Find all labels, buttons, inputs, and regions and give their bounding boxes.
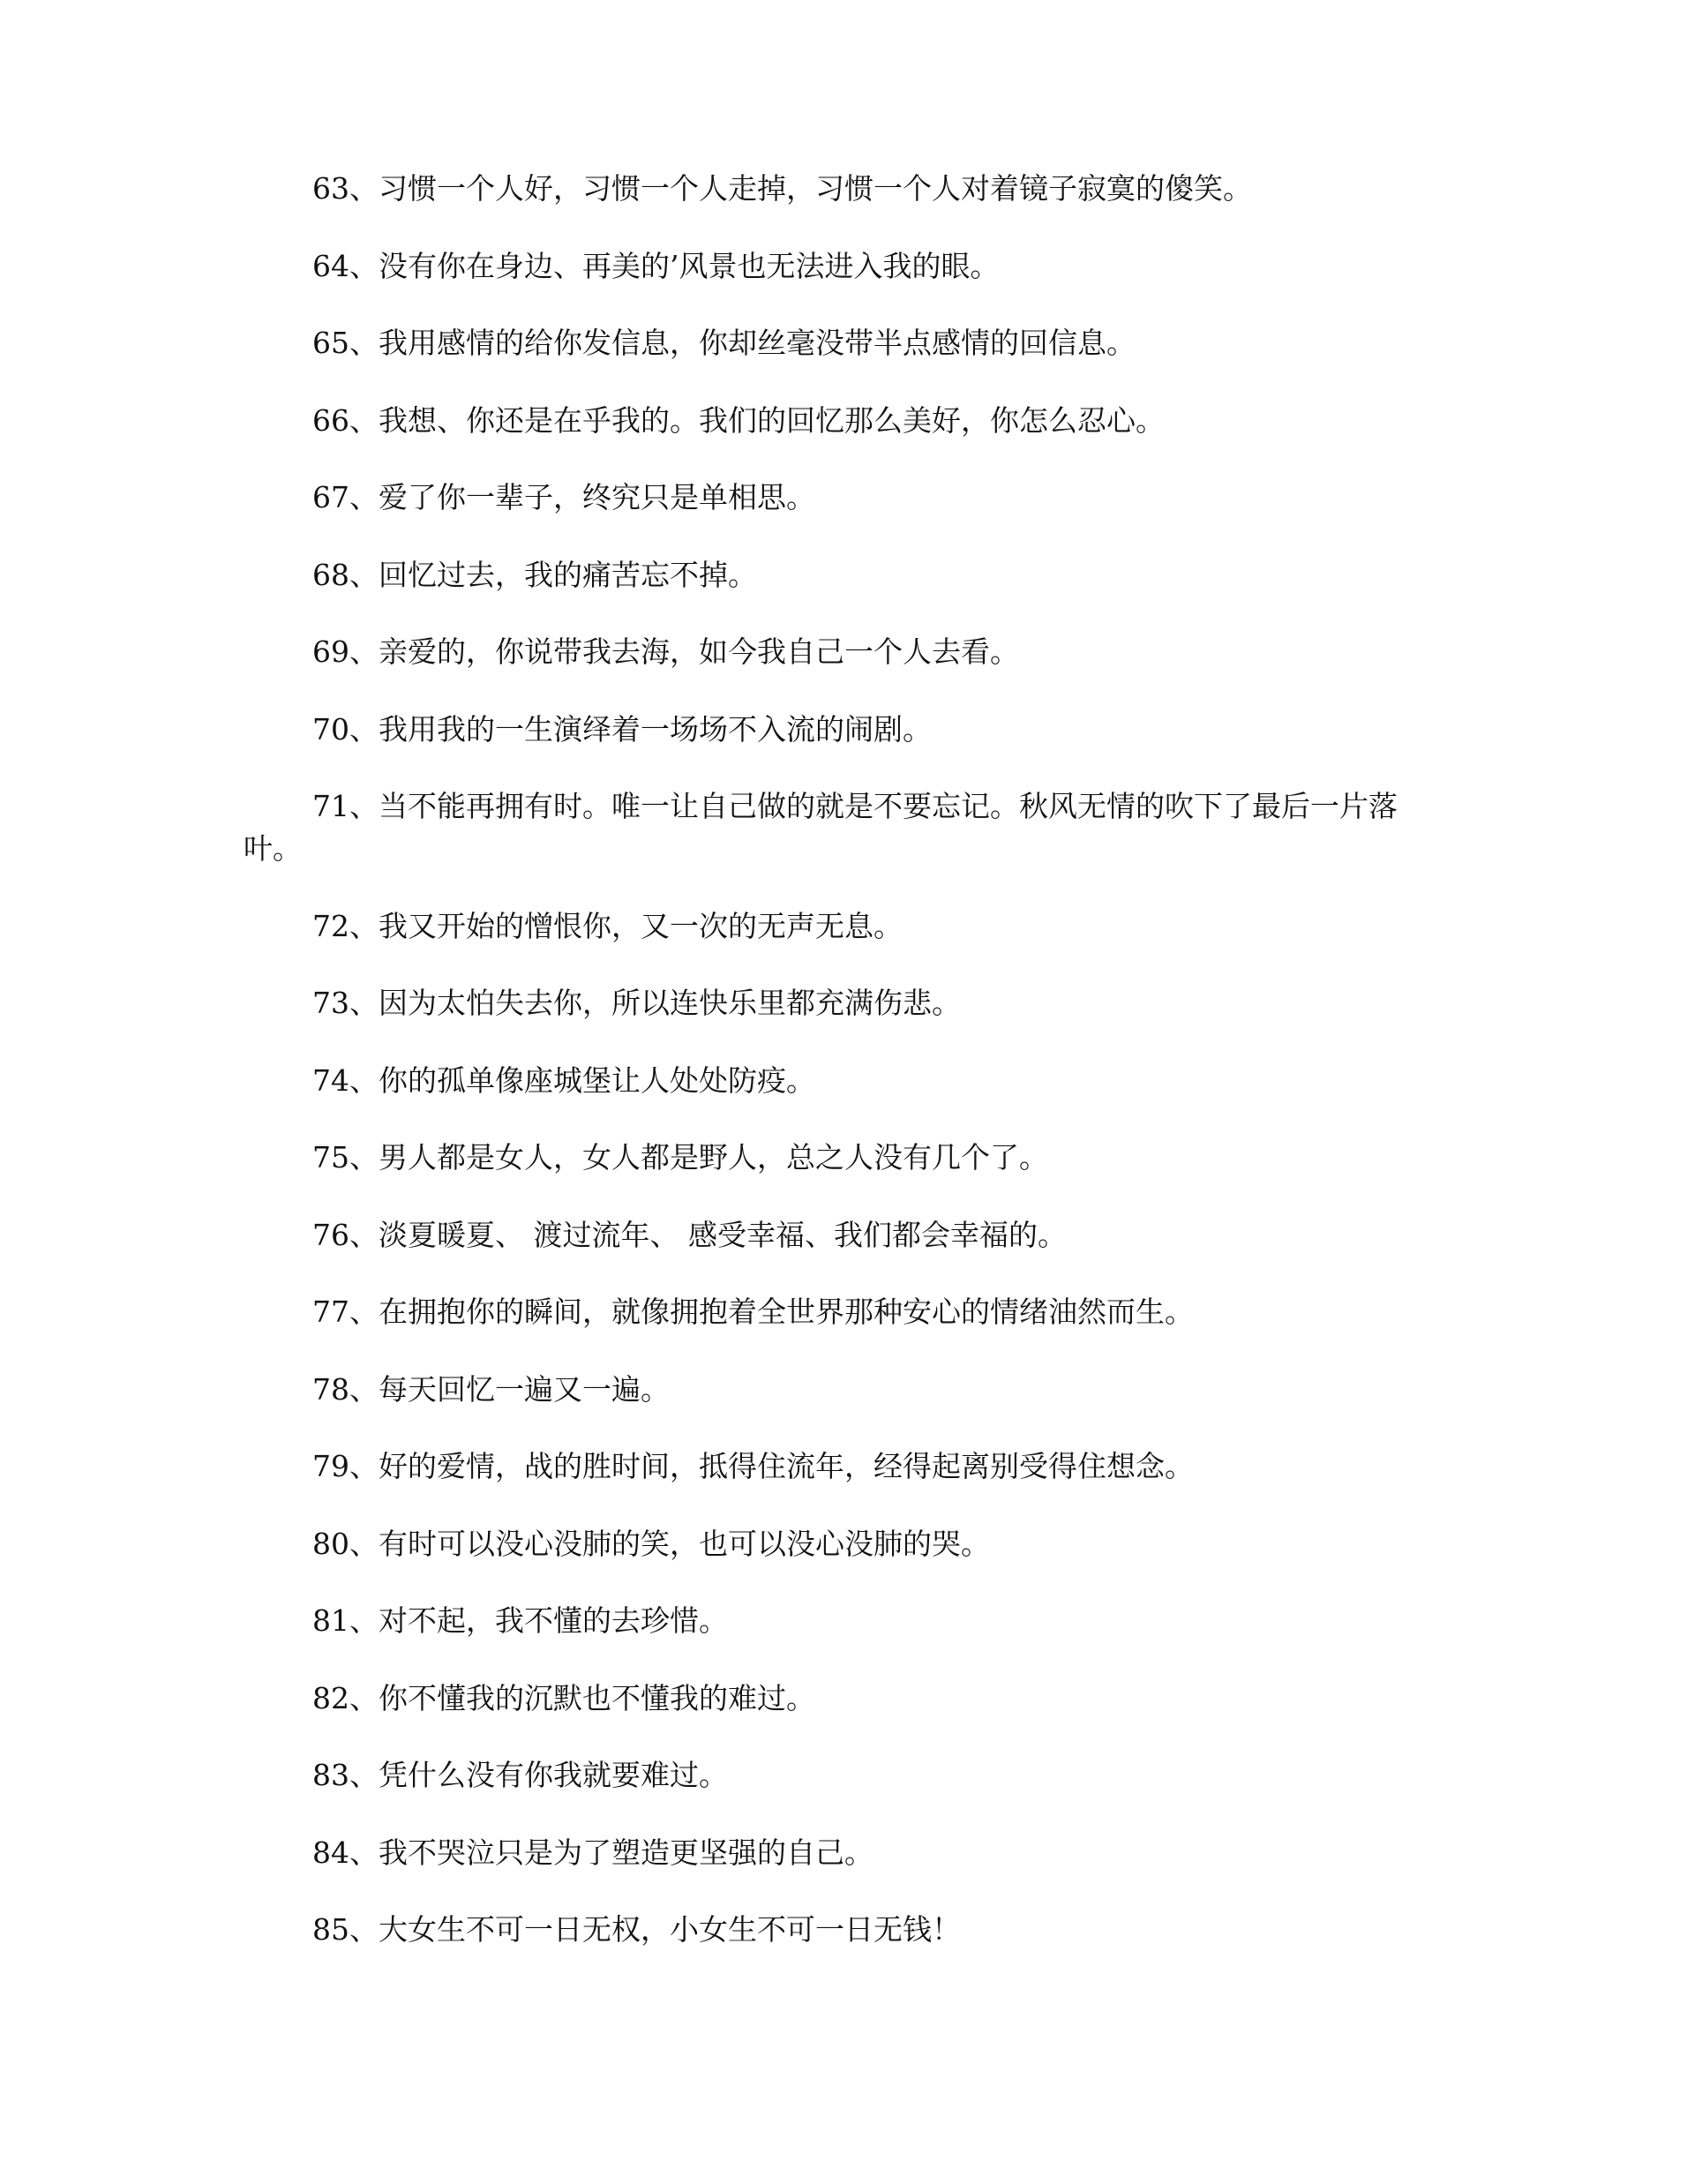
paragraph-70: 70、我用我的一生演绎着一场场不入流的闹剧。: [312, 711, 932, 747]
paragraph-67: 67、爱了你一辈子，终究只是单相思。: [312, 480, 815, 514]
paragraph-79: 79、好的爱情，战的胜时间，抵得住流年，经得起离别受得住想念。: [312, 1449, 1194, 1483]
paragraph-80: 80、有时可以没心没肺的笑，也可以没心没肺的哭。: [312, 1526, 990, 1561]
paragraph-74: 74、你的孤单像座城堡让人处处防疫。: [312, 1062, 815, 1098]
document-body: [244, 168, 1443, 1986]
paragraph-81: 81、对不起，我不懂的去珍惜。: [312, 1603, 728, 1638]
paragraph-66: 66、我想、你还是在乎我的。我们的回忆那么美好，你怎么忍心。: [312, 402, 1165, 438]
paragraph-84: 84、我不哭泣只是为了塑造更坚强的自己。: [312, 1835, 873, 1870]
paragraph-73: 73、因为太怕失去你，所以连快乐里都充满伤悲。: [312, 986, 961, 1020]
paragraph-72: 72、我又开始的憎恨你，又一次的无声无息。: [312, 908, 903, 943]
paragraph-85: 85、大女生不可一日无权，小女生不可一日无钱！: [312, 1912, 961, 1947]
paragraph-75: 75、男人都是女人，女人都是野人，总之人没有几个了。: [312, 1140, 1048, 1175]
paragraph-68: 68、回忆过去，我的痛苦忘不掉。: [312, 557, 757, 592]
paragraph-78: 78、每天回忆一遍又一遍。: [312, 1371, 670, 1407]
paragraph-71: 71、当不能再拥有时。唯一让自己做的就是不要忘记。秋风无情的吹下了最后一片落叶。: [244, 789, 1398, 866]
paragraph-83: 83、凭什么没有你我就要难过。: [312, 1758, 728, 1792]
paragraph-64: 64、没有你在身边、再美的’风景也无法进入我的眼。: [312, 248, 1000, 283]
paragraph-76: 76、淡夏暖夏、 渡过流年、 感受幸福、我们都会幸福的。: [312, 1217, 1067, 1252]
paragraph-65: 65、我用感情的给你发信息，你却丝毫没带半点感情的回信息。: [312, 326, 1136, 360]
paragraph-69: 69、亲爱的，你说带我去海，如今我自己一个人去看。: [312, 634, 1019, 669]
paragraph-63: 63、习惯一个人好，习惯一个人走掉，习惯一个人对着镜子寂寞的傻笑。: [312, 171, 1252, 206]
paragraph-77: 77、在拥抱你的瞬间，就像拥抱着全世界那种安心的情绪油然而生。: [312, 1295, 1194, 1329]
paragraph-82: 82、你不懂我的沉默也不懂我的难过。: [312, 1680, 815, 1715]
